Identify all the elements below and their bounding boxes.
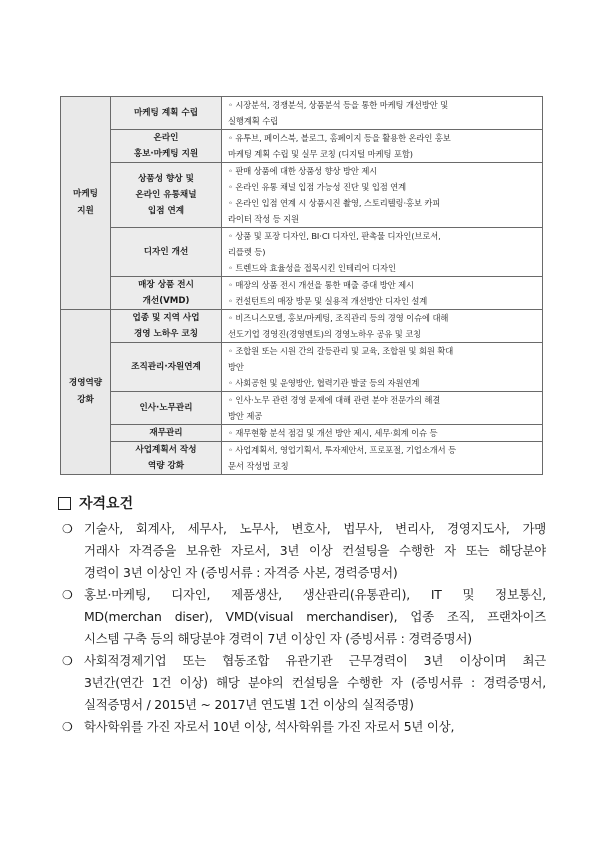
description-line: 리플렛 등) (228, 247, 266, 257)
subcategory-label: 마케팅 계획 수립 (133, 108, 199, 118)
description-line: 선도기업 경영진(경영멘토)의 경영노하우 공유 및 코칭 (228, 329, 422, 339)
subcategory-cell (111, 392, 222, 425)
circle-bullet-icon: ❍ (62, 588, 73, 602)
requirement-line: 실적증명서 / 2015년 ~ 2017년 연도별 1건 이상의 실적증명) (84, 697, 414, 712)
subcategory-label: 상품성 향상 및 (138, 174, 194, 184)
requirement-line: 거래사 자격증을 보유한 자로서, 3년 이상 컨설팅을 수행한 자 또는 해당분야 (84, 543, 546, 558)
subcategory-label: 경영 노하우 코칭 (133, 329, 199, 339)
requirement-line: MD(merchan diser), VMD(visual merchandiser), 업종 조직, 프랜차이즈 (84, 609, 546, 624)
table-row (61, 277, 543, 310)
description-line: ◦ 트렌드와 효율성을 접목시킨 인테리어 디자인 (228, 263, 396, 273)
subcategory-cell (111, 277, 222, 310)
description-line: ◦ 매장의 상품 전시 개선을 통한 매출 증대 방안 제시 (228, 280, 414, 290)
description-line: 실행계획 수립 (228, 116, 279, 126)
subcategory-label: 업종 및 지역 사업 (132, 313, 200, 323)
subcategory-label: 온라인 (153, 133, 179, 143)
description-line: ◦ 사업계획서, 영업기획서, 투자제안서, 프로포절, 기업소개서 등 (228, 445, 457, 455)
subcategory-cell (111, 310, 222, 343)
description-line: ◦ 재무현황 분석 점검 및 개선 방안 제시, 세무·회계 이슈 등 (228, 428, 438, 438)
description-line: 라이터 작성 등 지원 (228, 214, 299, 224)
subcategory-cell (111, 425, 222, 442)
subcategory-label: 입점 연계 (147, 206, 185, 216)
description-cell (222, 130, 543, 163)
subcategory-label: 인사·노무관리 (139, 403, 193, 413)
requirement-line: 시스템 구축 등의 해당분야 경력이 7년 이상인 자 (증빙서류 : 경력증명서) (84, 631, 472, 646)
subcategory-label: 온라인 유통채널 (135, 190, 197, 200)
description-cell (222, 277, 543, 310)
description-line: ◦ 인사·노무 관련 경영 문제에 대해 관련 분야 전문가의 해결 (228, 395, 441, 405)
requirement-line: 기술사, 회계사, 세무사, 노무사, 변호사, 법무사, 변리사, 경영지도사, 가맹 (84, 521, 546, 536)
description-cell (222, 343, 543, 392)
description-line: ◦ 비즈니스모델, 홍보/마케팅, 조직관리 등의 경영 이슈에 대해 (228, 313, 449, 323)
description-line: ◦ 유투브, 페이스북, 블로그, 홈페이지 등을 활용한 온라인 홍보 (228, 133, 451, 143)
table-row (61, 163, 543, 228)
circle-bullet-icon: ❍ (62, 654, 73, 668)
requirement-line: 학사학위를 가진 자로서 10년 이상, 석사학위를 가진 자로서 5년 이상, (84, 719, 455, 734)
description-line: ◦ 판매 상품에 대한 상품성 향상 방안 제시 (228, 166, 378, 176)
category-cell (61, 97, 111, 310)
description-line: 문서 작성법 코칭 (228, 461, 289, 471)
description-line: ◦ 상품 및 포장 디자인, BI·CI 디자인, 판촉물 디자인(브로셔, (228, 231, 441, 241)
description-line: 방안 제공 (228, 411, 263, 421)
table-row (61, 425, 543, 442)
subcategory-cell (111, 130, 222, 163)
subcategory-cell (111, 228, 222, 277)
table-row (61, 130, 543, 163)
circle-bullet-icon: ❍ (62, 720, 73, 734)
requirement-item (62, 650, 546, 716)
subcategory-label: 개선(VMD) (142, 296, 190, 306)
requirement-line: 사회적경제기업 또는 협동조합 유관기관 근무경력이 3년 이상이며 최근 (84, 653, 546, 668)
requirement-item (62, 584, 546, 650)
description-cell (222, 392, 543, 425)
subcategory-label: 홍보·마케팅 지원 (133, 149, 199, 159)
description-line: ◦ 사회공헌 및 운영방안, 협력기관 발굴 등의 자원연계 (228, 378, 420, 388)
subcategory-label: 디자인 개선 (143, 247, 189, 257)
subcategory-label: 매장 상품 전시 (138, 280, 194, 290)
description-cell (222, 163, 543, 228)
category-label: 마케팅 (73, 189, 98, 199)
subcategory-cell (111, 343, 222, 392)
table-row (61, 442, 543, 475)
category-label: 지원 (77, 206, 94, 216)
description-line: ◦ 온라인 유통 채널 입점 가능성 진단 및 입점 연계 (228, 182, 407, 192)
description-line: ◦ 온라인 입점 연계 시 상품시진 촬영, 스토리텔링·홍보 카피 (228, 198, 441, 208)
category-label: 강화 (77, 395, 94, 405)
description-cell (222, 442, 543, 475)
table-row (61, 343, 543, 392)
requirements-list (62, 518, 546, 738)
description-line: ◦ 조합원 또는 시원 간의 갈등관리 및 교육, 조합원 및 회원 확대 (228, 346, 454, 356)
subcategory-label: 역량 강화 (147, 461, 185, 471)
table-row (61, 228, 543, 277)
section-title: 자격요건 (79, 496, 134, 512)
subcategory-cell (111, 442, 222, 475)
description-line: 마케팅 계획 수립 및 실무 코칭 (디지털 마케팅 포함) (228, 149, 413, 159)
description-cell (222, 228, 543, 277)
table-row (61, 97, 543, 130)
subcategory-label: 조직관리·자원연계 (131, 362, 201, 372)
subcategory-cell (111, 163, 222, 228)
description-cell (222, 425, 543, 442)
description-line: ◦ 시장분석, 경쟁분석, 상품분석 등을 통한 마케팅 개선방안 및 (228, 100, 449, 110)
subcategory-label: 사업계획서 작성 (135, 445, 197, 455)
subcategory-cell (111, 97, 222, 130)
checkbox-square-icon (58, 497, 71, 510)
table-row (61, 392, 543, 425)
requirement-item (62, 716, 546, 738)
consulting-areas-table (60, 96, 543, 475)
requirement-item (62, 518, 546, 584)
requirement-line: 3년간(연간 1건 이상) 해당 분야의 컨설팅을 수행한 자 (증빙서류 : 경력증명서, (84, 675, 546, 690)
description-line: 방안 (228, 362, 244, 372)
section-heading (58, 493, 133, 513)
description-line: ◦ 컨설턴트의 매장 방문 및 실용적 개선방안 디자인 설계 (228, 296, 428, 306)
circle-bullet-icon: ❍ (62, 522, 73, 536)
category-label: 경영역량 (68, 378, 103, 388)
description-cell (222, 97, 543, 130)
table-row (61, 310, 543, 343)
category-cell (61, 310, 111, 475)
requirement-line: 경력이 3년 이상인 자 (증빙서류 : 자격증 사본, 경력증명서) (84, 565, 398, 580)
requirement-line: 홍보·마케팅, 디자인, 제품생산, 생산관리(유통관리), IT 및 정보통신, (84, 587, 546, 602)
description-cell (222, 310, 543, 343)
subcategory-label: 재무관리 (149, 428, 183, 438)
